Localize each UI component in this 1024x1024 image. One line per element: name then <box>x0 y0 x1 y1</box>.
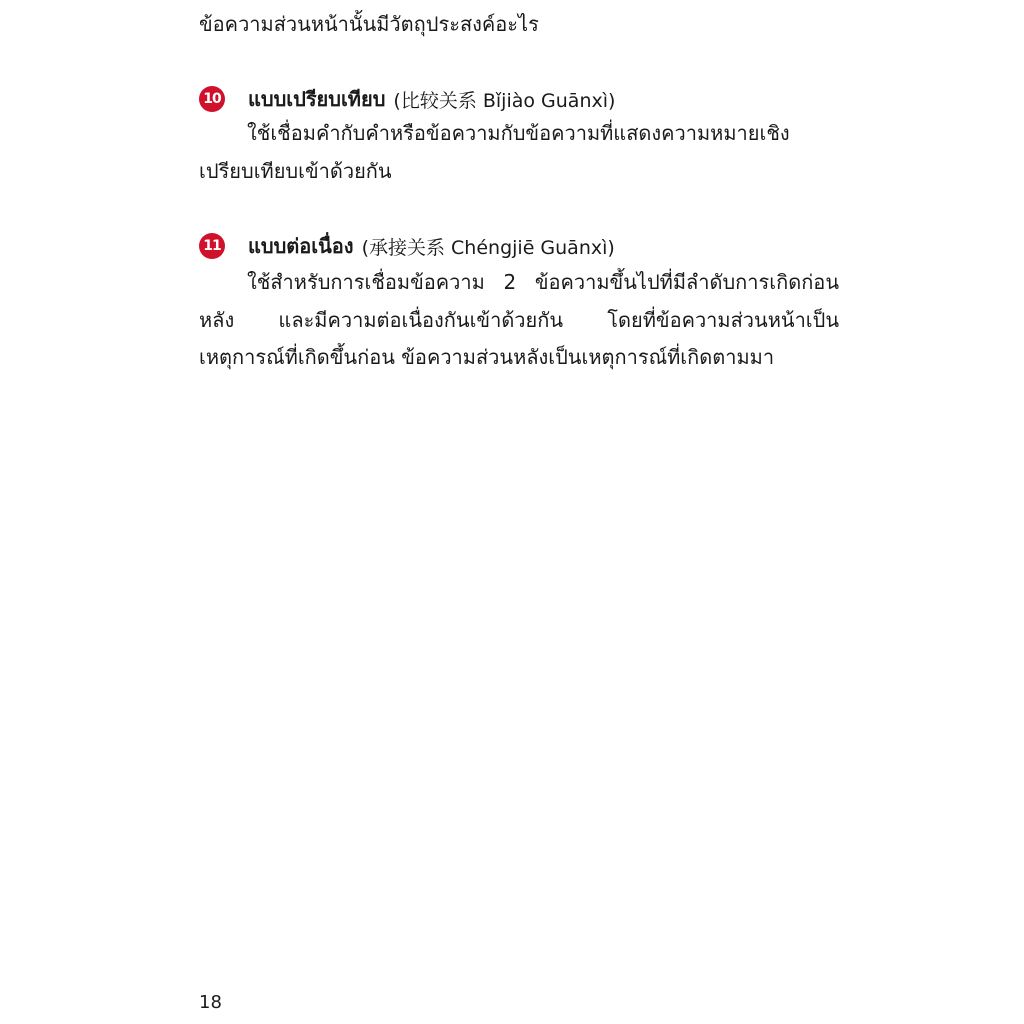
section-number-badge: 11 <box>199 233 225 259</box>
section-number-badge: 10 <box>199 86 225 112</box>
section-heading-11 <box>199 231 839 261</box>
paragraph-line: เหตุการณ์ที่เกิดขึ้นก่อน ข้อความส่วนหลังเป็นเหตุการณ์ที่เกิดตามมา <box>199 345 775 369</box>
section-subtitle: (承接关系 Chéngjiē Guānxì) <box>361 236 615 259</box>
section-title: แบบต่อเนื่อง <box>248 234 354 258</box>
paragraph-line: เปรียบเทียบเข้าด้วยกัน <box>199 159 392 183</box>
section-title: แบบเปรียบเทียบ <box>248 87 386 111</box>
paragraph-line: ใช้เชื่อมคำกับคำหรือข้อความกับข้อความที่แสดงความหมายเชิง <box>247 121 790 145</box>
paragraph-line: หลัง และมีความต่อเนื่องกันเข้าด้วยกัน โดยที่ข้อความส่วนหน้าเป็น <box>199 308 839 332</box>
paragraph-line: ใช้สำหรับการเชื่อมข้อความ 2 ข้อความขึ้นไปที่มีลำดับการเกิดก่อน <box>247 270 839 294</box>
section-subtitle: (比较关系 Bǐjiào Guānxì) <box>393 89 616 112</box>
section-heading-10 <box>199 84 839 114</box>
intro-line: ข้อความส่วนหน้านั้นมีวัตถุประสงค์อะไร <box>199 12 539 36</box>
page-number: 18 <box>199 992 222 1013</box>
